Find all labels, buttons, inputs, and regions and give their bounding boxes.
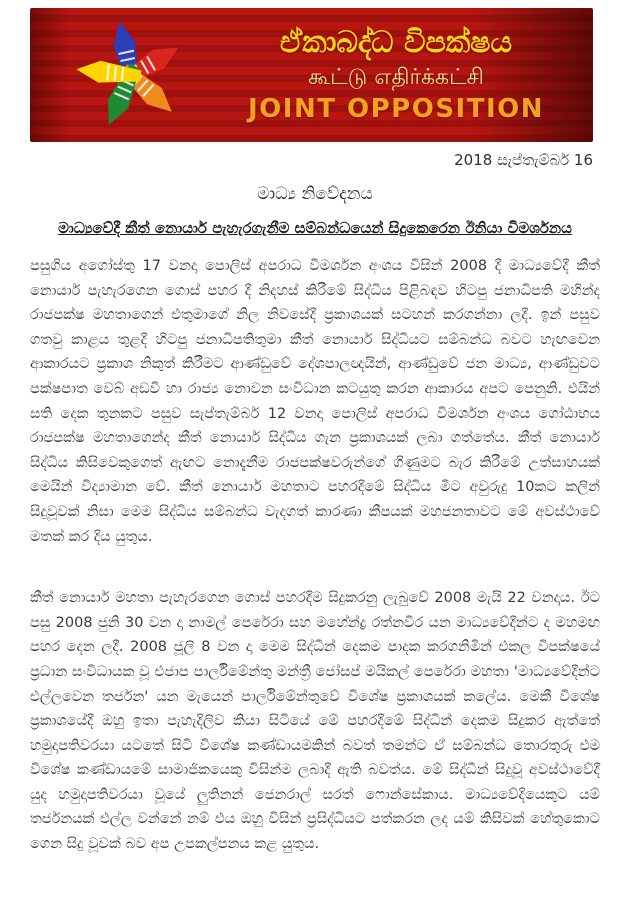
paragraph-1: පසුගිය අගෝස්තු 17 වනදා පොලිස් අපරාධ විමර්ශන අංශය විසින් 2008 දී මාධ්‍යවේදී කීත් නොයාර් පැහැරගෙන ගොස් පහර දී නිදහස් කිරීමේ සිද්ධිය පිළිබඳව හිටපු ජනාධිපති මහින්ද රාජපක්ෂ මහතාගෙන් එතුමාගේ නිල නිවසේදී ප්‍රකාශයක් සටහන් කරගන්නා ලදී. ඉන් පසුව ගතවු කාළය තුළදී හිටපු ජනාධිපතිතුමා කීත් නොයාර් සිද්ධියට සම්බන්ධ බවට හැඟවෙන ආකාරයට ප්‍රකාශ නිකුත් කිරීමට ආණ්ඩුවේ දේශපාලඥයින්, ආණ්ඩුවේ ජන මාධ්‍ය, ආණ්ඩුවට පක්ෂපාත වෙබ් අඩවි හා රාජ්‍ය නොවන සංවිධාන කටයුතු කරන ආකාරය අපට පෙනුනි. එයින් සති දෙක තුනකට පසුව සැප්තැම්බර් 12 වනදා පොලිස් අපරාධ විමර්ශන අංශය ගෝඨාභය රාජපක්ෂ මහතාගෙන්ද කීත් නොයාර් සිද්ධිය ගැන ප්‍රකාශයක් ලබා ගත්තේය. කීත් නොයාර් සිද්ධිය කිසිවෙකුගෙත් ඇඟට නොදැනීම රාජපක්ෂවරුන්ගේ ගිණුමට බැර කිරීමේ උත්සාහයක් මෙයින් විද්‍යාමාන වේ. කීත් නොයාර් මහතාට පහරදීමේ සිද්ධිය මීට අවුරුදු 10කට කලින් සිදුවූවක් නිසා මෙම සිද්ධිය සම්බන්ධ වැදගත් කාරණා කීපයක් මහජනතාවට මේ අවස්ථාවේ මතක් කර දිය යුතුය. bbox=[30, 258, 600, 545]
banner-title-tamil: கூட்டு எதிர்க்கட்சி bbox=[308, 64, 484, 90]
paragraph-2: කීත් නොයාර් මහතා පැහැරගෙන ගොස් පහරදීම සිදුකරනු ලැබුවේ 2008 මැයි 22 වනදාය. ඊට පසු 2008 ජුනි 30 වන දා නාමල් පෙරේරා සහ මහේන්ද්‍ර රත්නවීර යන මාධ්‍යවේදීන්ට ද මහමඟ පහර දෙන ලදී. 2008 ජූලි 8 වන දා මෙම සිද්ධීන් දෙකම පාදක කරගනිමින් එකල විපක්ෂයේ ප්‍රධාන සංවිධායක වූ එජාප පාර්ලිමේන්තු මන්ත්‍රී ජෝසප් මයිකල් පෙරේරා මහතා 'මාධ්‍යවේදීන්ට එල්ලවෙන තර්ජන' යන මැයෙන් පාර්ලිමේන්තුවේ විශේෂ ප්‍රකාශයක් කලේය. මෙකී විශේෂ ප්‍රකාශයේදී ඔහු ඉතා පැහැදිලිව කියා සිටියේ මේ පහරදීමේ සිද්ධීන් දෙකම සිදුකර ඇත්තේ හමුදාපතිවරයා යටතේ සිටි විශේෂ කණ්ඩායමකින් බවත් තමන්ට ඒ සම්බන්ධ තොරතුරු එම විශේෂ කණ්ඩායමේ සාමාජිකයෙකු විසින්ම ලබාදී ඇති බවත්ය. මේ සිද්ධීන් සිදුවූ අවස්ථාවේදී යුද හමුදාපතිවරයා වූයේ ලුතිනන් ජෙනරාල් සරත් ෆොන්සේකාය. මාධ්‍යවේදියෙකුට යම් තර්ජනයක් එල්ල වන්නේ නම් එය ඔහු විසින් ප්‍රසිද්ධියට පත්කරන ලද යම් කිසිවක් හේතුකොට ගෙන සිදු වූවක් බව අප උපකල්පනය කළ යුතුය. bbox=[30, 590, 600, 853]
joint-opposition-banner bbox=[30, 8, 593, 142]
banner-title-sinhala: ඒකාබද්ධ විපක්ෂය bbox=[279, 25, 513, 61]
joint-opposition-star-logo bbox=[70, 14, 192, 136]
banner-title-english: JOINT OPPOSITION bbox=[248, 93, 544, 124]
page-title: මාධ්‍ය නිවේදනය bbox=[257, 184, 373, 204]
press-release-subject: මාධ්‍යවේදී කීත් නොයාර් පැහැරගැනීම සම්බන්ධයෙන් සිදුකෙරෙන ඊනියා විමර්ශනය bbox=[58, 219, 572, 237]
date-text: 2018 සැප්තැම්බර් 16 bbox=[454, 151, 593, 169]
press-release-body bbox=[30, 254, 600, 898]
banner-titles bbox=[248, 27, 544, 123]
